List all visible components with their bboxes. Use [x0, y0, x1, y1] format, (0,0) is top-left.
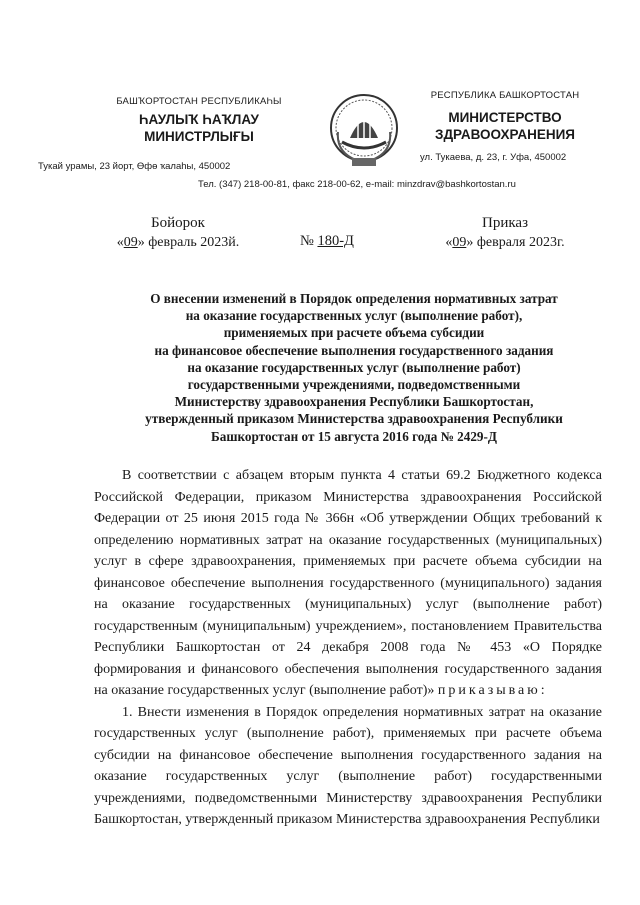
title-line: Министерству здравоохранения Республики Башкортостан,	[174, 394, 534, 410]
letterhead-left	[84, 96, 314, 145]
right-country-name: РЕСПУБЛИКА БАШКОРТОСТАН	[430, 90, 580, 101]
order-number-prefix: №	[300, 233, 318, 249]
letterhead-right	[405, 90, 605, 143]
left-ministry-line1: ҺАУЛЫҠ ҺАҠЛАУ	[139, 112, 259, 127]
title-line: утвержденный приказом Министерства здравоохранения Республики	[145, 411, 563, 427]
right-ministry-line1: МИНИСТЕРСТВО	[448, 110, 562, 125]
body-paragraph-preamble	[94, 465, 602, 702]
left-address: Тукай урамы, 23 йорт, Өфө ҡалаһы, 450002	[38, 161, 231, 172]
body-paragraph-item-1: 1. Внести изменения в Порядок определения нормативных затрат на оказание государственных услуг (выполнение работ), применяемых при расчете объема субсидии на финансовое обеспечение выполнения государственного задания на оказание государственных услуг (выполнение работ) государственными учреждениями, подведомственными Министерству здравоохранения Республики Башкортостан, утвержденный приказом Министерства здравоохранения Республики	[94, 704, 602, 827]
preamble-text: В соответствии с абзацем вторым пункта 4 статьи 69.2 Бюджетного кодекса Российской Федерации, приказом Министерства здравоохранения Российской Федерации от 25 июня 2015 года № 366н «Об утверждении Общих требований к определению нормативных затрат на оказание государственных (муниципальных) услуг в сфере здравоохранения, применяемых при расчете объема субсидии на финансовое обеспечение выполнения государственного (муниципального) задания на оказание государственных (муниципальных) услуг (выполнение работ) государственным (муниципальным) учреждением», постановлением Правительства Республики Башкортостан от 24 декабря 2008 года № 453 «О Порядке формирования и финансового обеспечения выполнения государственного задания на оказание государственных услуг (выполнение работ)»	[94, 468, 602, 698]
title-line: О внесении изменений в Порядок определения нормативных затрат	[150, 291, 558, 306]
order-header-right	[430, 214, 580, 252]
title-line: на оказание государственных услуг (выполнение работ),	[185, 308, 523, 324]
title-line: государственными учреждениями, подведомственными	[187, 377, 521, 393]
order-date-rest-left: » февраль 2023й.	[137, 235, 240, 250]
title-line: на финансовое обеспечение выполнения государственного задания	[154, 342, 554, 358]
order-date-bashkir: «09» февраль 2023й.	[116, 235, 240, 250]
order-date-rest-right: » февраля 2023г.	[466, 235, 565, 250]
order-number	[300, 233, 354, 250]
left-ministry-name	[84, 111, 314, 145]
right-address: ул. Тукаева, д. 23, г. Уфа, 450002	[420, 152, 567, 163]
title-line: применяемых при расчете объема субсидии	[223, 325, 485, 341]
order-word-russian: Приказ	[481, 215, 528, 231]
right-ministry-name	[405, 109, 605, 143]
left-country-name: БАШҠОРТОСТАН РЕСПУБЛИКАҺЫ	[116, 96, 282, 107]
left-ministry-line2: МИНИСТРЛЫҒЫ	[144, 129, 254, 144]
order-date-day-right: 09	[452, 235, 467, 250]
order-date-day-left: 09	[123, 235, 138, 250]
order-header-left	[108, 214, 248, 252]
right-ministry-line2: ЗДРАВООХРАНЕНИЯ	[434, 127, 576, 142]
document-title	[104, 290, 604, 445]
order-word-bashkir: Бойорок	[151, 215, 205, 231]
order-date-russian: «09» февраля 2023г.	[445, 235, 565, 250]
document-body	[94, 465, 602, 831]
order-number-value: 180-Д	[317, 233, 354, 249]
title-line: на оказание государственных услуг (выполнение работ)	[187, 359, 521, 375]
bashkortostan-emblem-icon	[328, 92, 400, 170]
title-line: Башкортостан от 15 августа 2016 года № 2429-Д	[211, 428, 497, 444]
contact-line: Тел. (347) 218-00-81, факс 218-00-62, e-mail: minzdrav@bashkortostan.ru	[198, 179, 516, 190]
order-directive: приказываю:	[437, 683, 548, 698]
